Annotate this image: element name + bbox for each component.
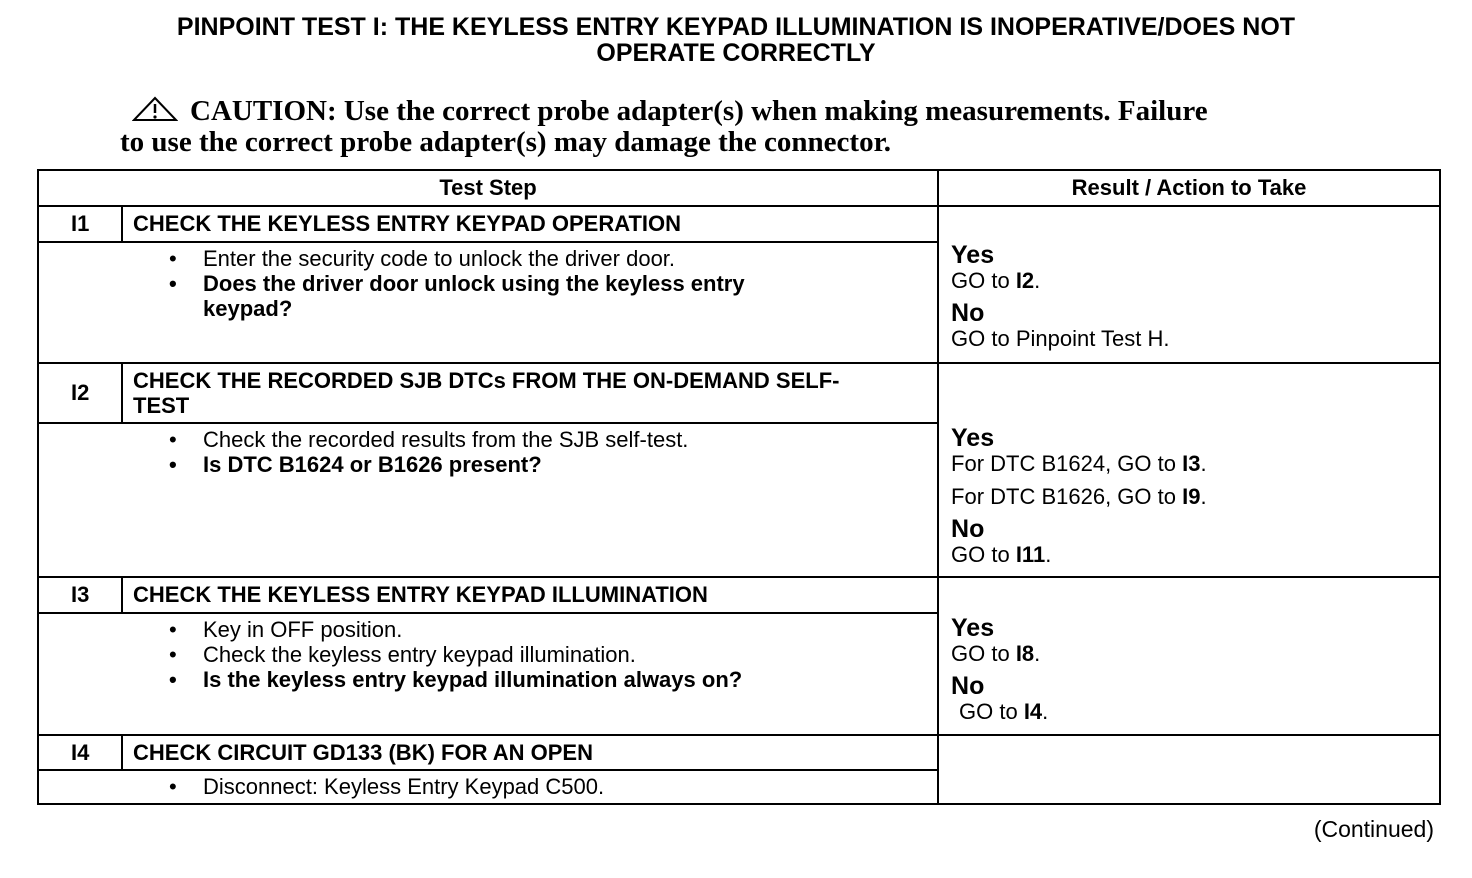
- step-body: [38, 242, 938, 363]
- step-number: I2: [38, 363, 122, 423]
- goto-link: I3: [1182, 451, 1201, 476]
- step-number: I4: [38, 735, 122, 770]
- caution-line-1: CAUTION: Use the correct probe adapter(s) when making measurements. Failure: [190, 95, 1208, 127]
- step-result: [938, 735, 1440, 804]
- action-text: For DTC B1626, GO to: [951, 484, 1183, 509]
- step-result: [938, 363, 1440, 577]
- step-body: [38, 423, 938, 577]
- yes-action-1: For DTC B1624, GO to I3.: [951, 451, 1207, 476]
- step-result: [938, 577, 1440, 735]
- page-title: [0, 14, 1472, 66]
- bullet-question: • Does the driver door unlock using the keyless entry keypad?: [167, 271, 927, 321]
- yes-label: Yes: [951, 424, 995, 452]
- warning-triangle-icon: [132, 96, 178, 122]
- bullet-item: • Key in OFF position.: [167, 617, 927, 642]
- bullet-item: • Check the keyless entry keypad illumination.: [167, 642, 927, 667]
- step-bullets: [167, 774, 927, 799]
- yes-label: Yes: [951, 614, 995, 642]
- header-test-step: Test Step: [38, 170, 938, 206]
- step-heading: CHECK CIRCUIT GD133 (BK) FOR AN OPEN: [122, 735, 938, 770]
- step-bullets: [167, 617, 927, 692]
- pinpoint-test-table: [37, 169, 1441, 805]
- step-heading: CHECK THE KEYLESS ENTRY KEYPAD ILLUMINATION: [122, 577, 938, 613]
- step-bullets: [167, 246, 927, 321]
- action-text: GO to: [951, 641, 1016, 666]
- goto-link: I8: [1015, 641, 1035, 666]
- continued-label: (Continued): [1313, 816, 1434, 842]
- step-body: [38, 770, 938, 804]
- action-text: GO to: [951, 542, 1016, 567]
- action-text: GO to: [959, 699, 1024, 724]
- step-number: I1: [38, 206, 122, 242]
- step-body: [38, 613, 938, 735]
- title-line-2: OPERATE CORRECTLY: [596, 39, 876, 67]
- bullet-question: • Is the keyless entry keypad illumination always on?: [167, 667, 927, 692]
- step-result: [938, 206, 1440, 363]
- header-result: Result / Action to Take: [938, 170, 1440, 206]
- no-label: No: [951, 515, 985, 543]
- step-heading-row: [38, 735, 1440, 770]
- no-label: No: [951, 672, 985, 700]
- yes-action: GO to I8.: [951, 641, 1041, 666]
- caution-line-2: to use the correct probe adapter(s) may damage the connector.: [120, 126, 892, 158]
- goto-link: I4: [1023, 699, 1043, 724]
- no-action: GO to Pinpoint Test H.: [951, 326, 1170, 351]
- no-action: GO to I4.: [959, 699, 1049, 724]
- action-text: GO to: [951, 268, 1016, 293]
- step-number: I3: [38, 577, 122, 613]
- goto-link: I9: [1182, 484, 1201, 509]
- step-heading: CHECK THE KEYLESS ENTRY KEYPAD OPERATION: [122, 206, 938, 242]
- action-text: For DTC B1624, GO to: [951, 451, 1183, 476]
- bullet-item: • Check the recorded results from the SJB self-test.: [167, 427, 927, 452]
- table-header-row: [38, 170, 1440, 206]
- goto-link: I11: [1015, 542, 1046, 567]
- step-heading: CHECK THE RECORDED SJB DTCs FROM THE ON-DEMAND SELF-TEST: [122, 363, 938, 423]
- no-label: No: [951, 299, 985, 327]
- step-bullets: [167, 427, 927, 477]
- yes-action-2: For DTC B1626, GO to I9.: [951, 484, 1207, 509]
- action-suffix: .: [1034, 268, 1041, 293]
- bullet-item: • Disconnect: Keyless Entry Keypad C500.: [167, 774, 927, 799]
- step-heading-row: [38, 577, 1440, 613]
- bullet-item: • Enter the security code to unlock the driver door.: [167, 246, 927, 271]
- yes-action: [951, 268, 1427, 293]
- goto-link: I2: [1015, 268, 1035, 293]
- no-action: GO to I11.: [951, 542, 1052, 567]
- title-line-1: PINPOINT TEST I: THE KEYLESS ENTRY KEYPAD ILLUMINATION IS INOPERATIVE/DOES NOT: [176, 13, 1296, 41]
- step-heading-row: [38, 206, 1440, 242]
- yes-label: Yes: [951, 241, 995, 269]
- caution-notice: [120, 96, 1340, 158]
- step-heading-row: [38, 363, 1440, 423]
- bullet-question: • Is DTC B1624 or B1626 present?: [167, 452, 927, 477]
